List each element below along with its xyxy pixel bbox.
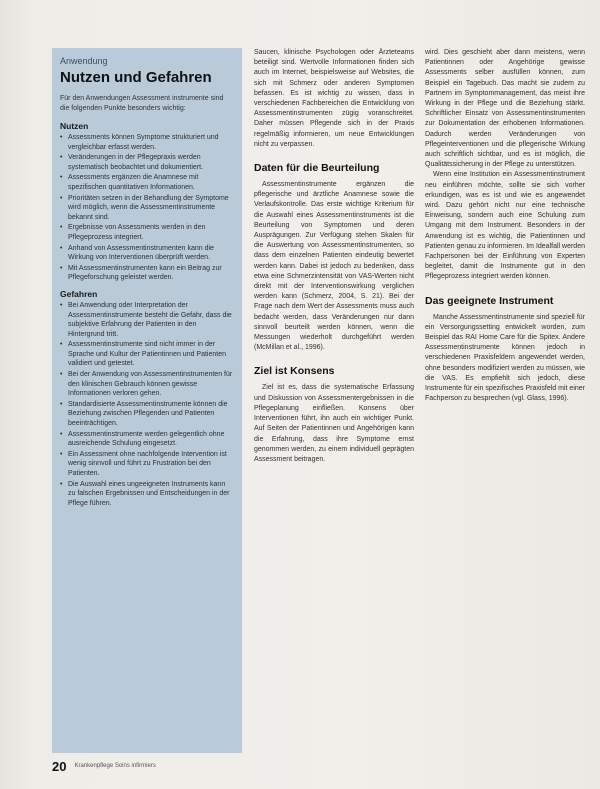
list-item: • Assessmentinstrumente werden gelegentlich ohne ausreichende Schulung eingesetzt. <box>60 430 234 449</box>
sidebar-box <box>52 48 242 753</box>
list-item: • Anhand von Assessmentinstrumenten kann die Wirkung von Interventionen überprüft werden. <box>60 244 234 263</box>
page-footer <box>52 758 156 774</box>
body-paragraph: Ziel ist es, dass die systematische Erfassung und Diskussion von Assessmentergebnissen in die Pflegeplanung einfließen. Konsens über Interventionen führt, ihn auch ein wichtiger Punkt. Auf Seiten der Patientinnen und Angehörigen kann die Erfahrung, dass ihre Symptome ernst genommen werden, zu einem individuell geprägten Assessment beitragen. <box>254 384 414 463</box>
text-column-2 <box>425 48 585 748</box>
body-paragraph: Saucen, klinische Psychologen oder Ärzteteams beteiligt sind. Wertvolle Informationen finden sich auch im Internet, beispielsweise auf Websites, die sich mit Schmerz oder anderen Symptomen befassen. Es ist wichtig zu wissen, dass in verschiedenen Fachbereichen die Entwicklung von Assessmentinstrumenten zügig voranschreitet. Daher müssen Pflegende sich in der Praxis regelmäßig informieren, um neue Entwicklungen nicht zu verpassen. <box>254 49 414 148</box>
gefahren-list <box>60 301 234 508</box>
section-heading: Das geeignete Instrument <box>425 294 554 307</box>
body-paragraph: Manche Assessmentinstrumente sind speziell für ein Versorgungssetting entwickelt worden, zum Beispiel das RAI Home Care für die Spitex. Andere Assessmentinstrumente können jedoch in verschiedenen Praxisfeldern angewendet werden, ohne besonders modifiziert werden zu müssen, wie die VAS. Es empfiehlt sich jedoch, diese Instrumente für ein spezifisches Praxisfeld mit einer Fachperson zu besprechen (vgl. Glass, 1996). <box>425 313 585 403</box>
body-paragraph: Assessmentinstrumente ergänzen die pflegerische und ärztliche Anamnese sowie die Verlaufskontrolle. Das erste wichtige Kriterium für die Auswahl eines Assessmentinstruments ist die Beurteilung von Symptomen und deren Ausprägungen. Zur Verfügung stehen Skalen für die Auswertung von Assessmentinstrumenten, so dass dem einzelnen Patienten eindeutig bewertet werden kann. Dabei ist jedoch zu bedenken, dass etwa eine Schmerzintensität von VAS-Werten nicht direkt mit der Interventionswirkung verglichen werden kann (Schmerz, 2004, S. 21). Bei der Frage nach dem Wert der Assessments muss auch bedacht werden, dass Veränderungen nur dann sinnvoll beurteilt werden können, wenn die Messungen wiederholt durchgeführt werden (McMillan et al., 1996). <box>254 181 414 352</box>
section-heading: Ziel ist Konsens <box>254 365 335 378</box>
list-item: • Bei der Anwendung von Assessmentinstrumenten für den klinischen Gebrauch können gewisse Informationen verloren gehen. <box>60 370 234 399</box>
nutzen-heading: Nutzen <box>60 121 89 131</box>
list-item: • Ein Assessment ohne nachfolgende Intervention ist wenig sinnvoll und führt zu Frustration bei den Patienten. <box>60 450 234 479</box>
page-number: 20 <box>52 758 67 774</box>
journal-name: Krankenpflege Soins infirmiers <box>74 762 156 769</box>
sidebar-intro: Für den Anwendungen Assessment instrumente sind die folgenden Punkte besonders wichtig: <box>60 95 224 112</box>
list-item: • Prioritäten setzen in der Behandlung der Symptome wird möglich, wenn die Assessmentinstrumente bekannt sind. <box>60 194 234 223</box>
body-paragraph: wird. Dies geschieht aber dann meistens, wenn Patientinnen oder Angehörige gewisse Assessments selber ausfüllen können, zum Beispiel ein Tagebuch. Das macht sie zudem zu Partnern im Symptommanagement, das meist ihre Wirkung in der Pflege und die Beziehung stärkt. Schriftlicher Einsatz von Assessmentinstrumenten zur Dokumentation der erhobenen Informationen. Dadurch werden Veränderungen von Pflegeinterventionen und die pflegerische Wirkung auch schriftlich sichtbar, und es ist möglich, die Qualitätssicherung in der Pflege zu unterstützen. <box>425 49 585 169</box>
sidebar-title: Nutzen und Gefahren <box>60 69 212 86</box>
gefahren-heading: Gefahren <box>60 288 98 299</box>
sidebar-tag: Anwendung <box>60 56 108 66</box>
list-item: • Assessments ergänzen die Anamnese mit spezifischen quantitativen Informationen. <box>60 173 234 192</box>
list-item: • Standardisierte Assessmentinstrumente können die Beziehung zwischen Pflegenden und Patienten beeinträchtigen. <box>60 400 234 429</box>
text-column-1 <box>254 48 414 748</box>
list-item: • Bei Anwendung oder Interpretation der Assessmentinstrumente besteht die Gefahr, dass die subjektive Erfahrung der Patienten in den Hintergrund tritt. <box>60 301 234 339</box>
section-heading: Daten für die Beurteilung <box>254 162 380 175</box>
list-item: • Mit Assessmentinstrumenten kann ein Beitrag zur Pflegeforschung geleistet werden. <box>60 264 234 283</box>
list-item: • Veränderungen in der Pflegepraxis werden systematisch beobachtet und dokumentiert. <box>60 153 234 172</box>
list-item: • Assessmentinstrumente sind nicht immer in der Sprache und Kultur der Patientinnen und Patienten validiert und getestet. <box>60 340 234 369</box>
list-item: • Ergebnisse von Assessments werden in den Pflegeprozess integriert. <box>60 223 234 242</box>
list-item: • Assessments können Symptome strukturiert und vergleichbar erfasst werden. <box>60 133 234 152</box>
list-item: • Die Auswahl eines ungeeigneten Instruments kann zu falschen Ergebnissen und Entscheidungen in der Pflege führen. <box>60 480 234 509</box>
body-paragraph: Wenn eine Institution ein Assessmentinstrument neu einführen möchte, sollte sie sich vorher erkundigen, was es ist und wie es angewendet wird. Dazu gehört nicht nur eine technische Einweisung, sondern auch eine Schulung zum Umgang mit dem Instrument. Besonders in der Anwendung ist es wichtig, die Patientinnen und Patienten genau zu informieren. Im Idealfall werden Fachpersonen bei der Einführung von Experten begleitet, damit die Instrumente gut in den Pflegeprozess integriert werden können. <box>425 171 585 281</box>
nutzen-list <box>60 133 234 283</box>
